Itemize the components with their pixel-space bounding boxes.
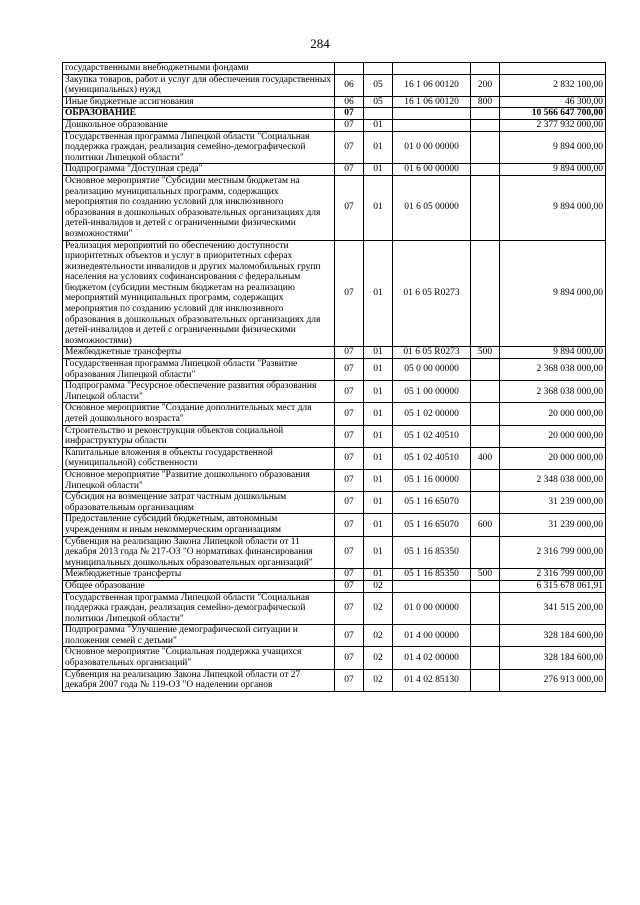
row-expense-type: [471, 492, 500, 514]
row-amount: 9 894 000,00: [500, 131, 606, 164]
row-amount: 46 300,00: [500, 96, 606, 108]
row-target-article: 05 1 02 40510: [393, 425, 471, 447]
row-expense-type: [471, 425, 500, 447]
row-expense-type: [471, 175, 500, 240]
row-target-article: 01 4 02 85130: [393, 669, 471, 691]
row-section-code: 01: [364, 514, 393, 536]
row-ministry-code: 07: [335, 240, 364, 347]
row-name: Подпрограмма "Улучшение демографической ситуации и положения семей с детьми": [63, 625, 335, 647]
row-target-article: 05 1 02 00000: [393, 403, 471, 425]
row-target-article: 01 0 00 00000: [393, 131, 471, 164]
table-row: [63, 63, 606, 75]
row-amount: 276 913 000,00: [500, 669, 606, 691]
row-expense-type: [471, 381, 500, 403]
row-name: Основное мероприятие "Социальная поддержка учащихся образовательных организаций": [63, 647, 335, 669]
row-expense-type: 500: [471, 569, 500, 581]
row-section-code: 01: [364, 240, 393, 347]
row-amount: 2 348 038 000,00: [500, 469, 606, 491]
row-ministry-code: 07: [335, 131, 364, 164]
row-ministry-code: 07: [335, 381, 364, 403]
row-name: Межбюджетные трансферты: [63, 347, 335, 359]
row-section-code: 02: [364, 592, 393, 625]
row-target-article: 01 6 05 R0273: [393, 240, 471, 347]
row-section-code: 01: [364, 425, 393, 447]
row-name: ОБРАЗОВАНИЕ: [63, 108, 335, 120]
row-expense-type: [471, 469, 500, 491]
row-expense-type: [471, 108, 500, 120]
row-amount: 328 184 600,00: [500, 647, 606, 669]
row-section-code: 02: [364, 647, 393, 669]
row-name: Капитальные вложения в объекты государственной (муниципальной) собственности: [63, 447, 335, 469]
table-row: [63, 492, 606, 514]
table-row: [63, 425, 606, 447]
row-ministry-code: 07: [335, 359, 364, 381]
row-expense-type: [471, 359, 500, 381]
table-row: [63, 625, 606, 647]
row-target-article: 16 1 06 00120: [393, 74, 471, 96]
table-row: [63, 240, 606, 347]
row-section-code: 01: [364, 119, 393, 131]
row-name: Основное мероприятие "Создание дополнительных мест для детей дошкольного возраста": [63, 403, 335, 425]
row-amount: 2 316 799 000,00: [500, 569, 606, 581]
row-expense-type: [471, 647, 500, 669]
row-target-article: 05 1 16 65070: [393, 492, 471, 514]
row-amount: 2 832 100,00: [500, 74, 606, 96]
row-target-article: 05 1 16 65070: [393, 514, 471, 536]
row-ministry-code: 06: [335, 96, 364, 108]
row-expense-type: 600: [471, 514, 500, 536]
row-amount: 31 239 000,00: [500, 492, 606, 514]
row-section-code: 02: [364, 625, 393, 647]
row-ministry-code: 07: [335, 347, 364, 359]
row-ministry-code: 07: [335, 403, 364, 425]
row-expense-type: [471, 119, 500, 131]
row-name: Закупка товаров, работ и услуг для обеспечения государственных (муниципальных) нужд: [63, 74, 335, 96]
row-expense-type: 800: [471, 96, 500, 108]
row-ministry-code: 07: [335, 625, 364, 647]
row-section-code: 01: [364, 381, 393, 403]
table-row: [63, 447, 606, 469]
row-target-article: [393, 63, 471, 75]
row-section-code: 01: [364, 347, 393, 359]
row-section-code: 02: [364, 580, 393, 592]
row-target-article: 05 0 00 00000: [393, 359, 471, 381]
row-target-article: 01 6 05 00000: [393, 175, 471, 240]
row-target-article: [393, 108, 471, 120]
row-ministry-code: 07: [335, 447, 364, 469]
row-name: Государственная программа Липецкой области "Социальная поддержка граждан, реализация семейно-демографической политики Липецкой области": [63, 131, 335, 164]
row-section-code: 01: [364, 359, 393, 381]
row-amount: 2 316 799 000,00: [500, 536, 606, 569]
row-ministry-code: 07: [335, 569, 364, 581]
row-ministry-code: 07: [335, 669, 364, 691]
row-amount: 20 000 000,00: [500, 403, 606, 425]
row-amount: 10 566 647 700,00: [500, 108, 606, 120]
row-amount: 6 315 678 061,91: [500, 580, 606, 592]
row-name: Реализация мероприятий по обеспечению доступности приоритетных объектов и услуг в приоритетных сферах жизнедеятельности инвалидов и других маломобильных групп населения на условиях софинансирования с федеральным бюджетом (субсидии местным бюджетам на реализацию мероприятий муниципальных программ, содержащих мероприятия по созданию условий для инклюзивного образования в дошкольных образовательных организациях для детей-инвалидов и детей с ограниченными физическими возможностями): [63, 240, 335, 347]
row-ministry-code: [335, 63, 364, 75]
row-amount: 9 894 000,00: [500, 175, 606, 240]
row-amount: 341 515 200,00: [500, 592, 606, 625]
row-amount: 9 894 000,00: [500, 164, 606, 176]
row-ministry-code: 07: [335, 425, 364, 447]
row-ministry-code: 07: [335, 536, 364, 569]
row-ministry-code: 07: [335, 514, 364, 536]
row-name: Подпрограмма "Доступная среда": [63, 164, 335, 176]
row-ministry-code: 07: [335, 469, 364, 491]
row-section-code: 01: [364, 536, 393, 569]
table-row: [63, 669, 606, 691]
row-section-code: 01: [364, 569, 393, 581]
table-row: [63, 592, 606, 625]
row-section-code: 01: [364, 164, 393, 176]
row-name: Общее образование: [63, 580, 335, 592]
row-section-code: [364, 108, 393, 120]
row-expense-type: 400: [471, 447, 500, 469]
row-target-article: [393, 119, 471, 131]
table-row: [63, 175, 606, 240]
row-name: Подпрограмма "Ресурсное обеспечение развития образования Липецкой области": [63, 381, 335, 403]
table-row: [63, 119, 606, 131]
row-section-code: 01: [364, 131, 393, 164]
row-expense-type: [471, 63, 500, 75]
row-ministry-code: 07: [335, 592, 364, 625]
row-name: Основное мероприятие "Развитие дошкольного образования Липецкой области": [63, 469, 335, 491]
row-ministry-code: 07: [335, 647, 364, 669]
row-target-article: 05 1 16 85350: [393, 536, 471, 569]
row-target-article: 05 1 02 40510: [393, 447, 471, 469]
table-row: [63, 469, 606, 491]
table-row: [63, 359, 606, 381]
row-name: Субвенция на реализацию Закона Липецкой области от 27 декабря 2007 года № 119-ОЗ "О наделении органов: [63, 669, 335, 691]
row-target-article: [393, 580, 471, 592]
row-name: Основное мероприятие "Субсидии местным бюджетам на реализацию муниципальных программ, содержащих мероприятия по созданию условий для инклюзивного образования в дошкольных образовательных организациях для детей-инвалидов и детей с ограниченными физическими возможностями": [63, 175, 335, 240]
row-section-code: [364, 63, 393, 75]
row-name: Иные бюджетные ассигнования: [63, 96, 335, 108]
row-target-article: 01 0 00 00000: [393, 592, 471, 625]
row-target-article: 05 1 16 85350: [393, 569, 471, 581]
row-amount: 20 000 000,00: [500, 425, 606, 447]
row-name: Государственная программа Липецкой области "Социальная поддержка граждан, реализация семейно-демографической политики Липецкой области": [63, 592, 335, 625]
row-target-article: 05 1 00 00000: [393, 381, 471, 403]
row-name: Субвенция на реализацию Закона Липецкой области от 11 декабря 2013 года № 217-ОЗ "О нормативах финансирования муниципальных дошкольных образовательных организаций": [63, 536, 335, 569]
table-row: [63, 381, 606, 403]
row-amount: 2 368 038 000,00: [500, 381, 606, 403]
row-section-code: 05: [364, 96, 393, 108]
row-amount: 328 184 600,00: [500, 625, 606, 647]
page-number: 284: [310, 36, 330, 51]
row-expense-type: [471, 164, 500, 176]
row-expense-type: [471, 592, 500, 625]
budget-table-body: [63, 63, 606, 692]
row-target-article: 16 1 06 00120: [393, 96, 471, 108]
row-expense-type: [471, 536, 500, 569]
row-amount: 20 000 000,00: [500, 447, 606, 469]
row-section-code: 01: [364, 447, 393, 469]
table-row: [63, 647, 606, 669]
row-expense-type: [471, 669, 500, 691]
table-row: [63, 164, 606, 176]
row-amount: [500, 63, 606, 75]
row-name: Дошкольное образование: [63, 119, 335, 131]
row-section-code: 05: [364, 74, 393, 96]
table-row: [63, 580, 606, 592]
row-expense-type: [471, 625, 500, 647]
row-name: Предоставление субсидий бюджетным, автономным учреждениям и иным некоммерческим организациям: [63, 514, 335, 536]
row-target-article: 05 1 16 00000: [393, 469, 471, 491]
table-row: [63, 536, 606, 569]
row-ministry-code: 07: [335, 175, 364, 240]
row-name: Субсидия на возмещение затрат частным дошкольным образовательным организациям: [63, 492, 335, 514]
table-row: [63, 108, 606, 120]
row-expense-type: 200: [471, 74, 500, 96]
row-ministry-code: 07: [335, 108, 364, 120]
row-expense-type: 500: [471, 347, 500, 359]
row-ministry-code: 07: [335, 119, 364, 131]
row-amount: 2 377 932 000,00: [500, 119, 606, 131]
row-section-code: 01: [364, 492, 393, 514]
row-target-article: 01 4 00 00000: [393, 625, 471, 647]
table-row: [63, 131, 606, 164]
row-name: Государственная программа Липецкой области "Развитие образования Липецкой области": [63, 359, 335, 381]
row-section-code: 01: [364, 469, 393, 491]
table-row: [63, 569, 606, 581]
row-name: Строительство и реконструкция объектов социальной инфраструктуры области: [63, 425, 335, 447]
row-section-code: 01: [364, 175, 393, 240]
row-name: государственными внебюджетными фондами: [63, 63, 335, 75]
row-amount: 2 368 038 000,00: [500, 359, 606, 381]
row-name: Межбюджетные трансферты: [63, 569, 335, 581]
row-section-code: 02: [364, 669, 393, 691]
row-amount: 9 894 000,00: [500, 240, 606, 347]
row-ministry-code: 07: [335, 492, 364, 514]
row-expense-type: [471, 131, 500, 164]
table-row: [63, 347, 606, 359]
table-row: [63, 403, 606, 425]
row-amount: 31 239 000,00: [500, 514, 606, 536]
row-target-article: 01 6 05 R0273: [393, 347, 471, 359]
row-expense-type: [471, 403, 500, 425]
row-expense-type: [471, 580, 500, 592]
row-ministry-code: 07: [335, 580, 364, 592]
row-ministry-code: 07: [335, 164, 364, 176]
budget-table: [62, 62, 606, 692]
row-target-article: 01 6 00 00000: [393, 164, 471, 176]
table-row: [63, 74, 606, 96]
row-expense-type: [471, 240, 500, 347]
table-row: [63, 514, 606, 536]
row-amount: 9 894 000,00: [500, 347, 606, 359]
row-section-code: 01: [364, 403, 393, 425]
row-target-article: 01 4 02 00000: [393, 647, 471, 669]
row-ministry-code: 06: [335, 74, 364, 96]
table-row: [63, 96, 606, 108]
